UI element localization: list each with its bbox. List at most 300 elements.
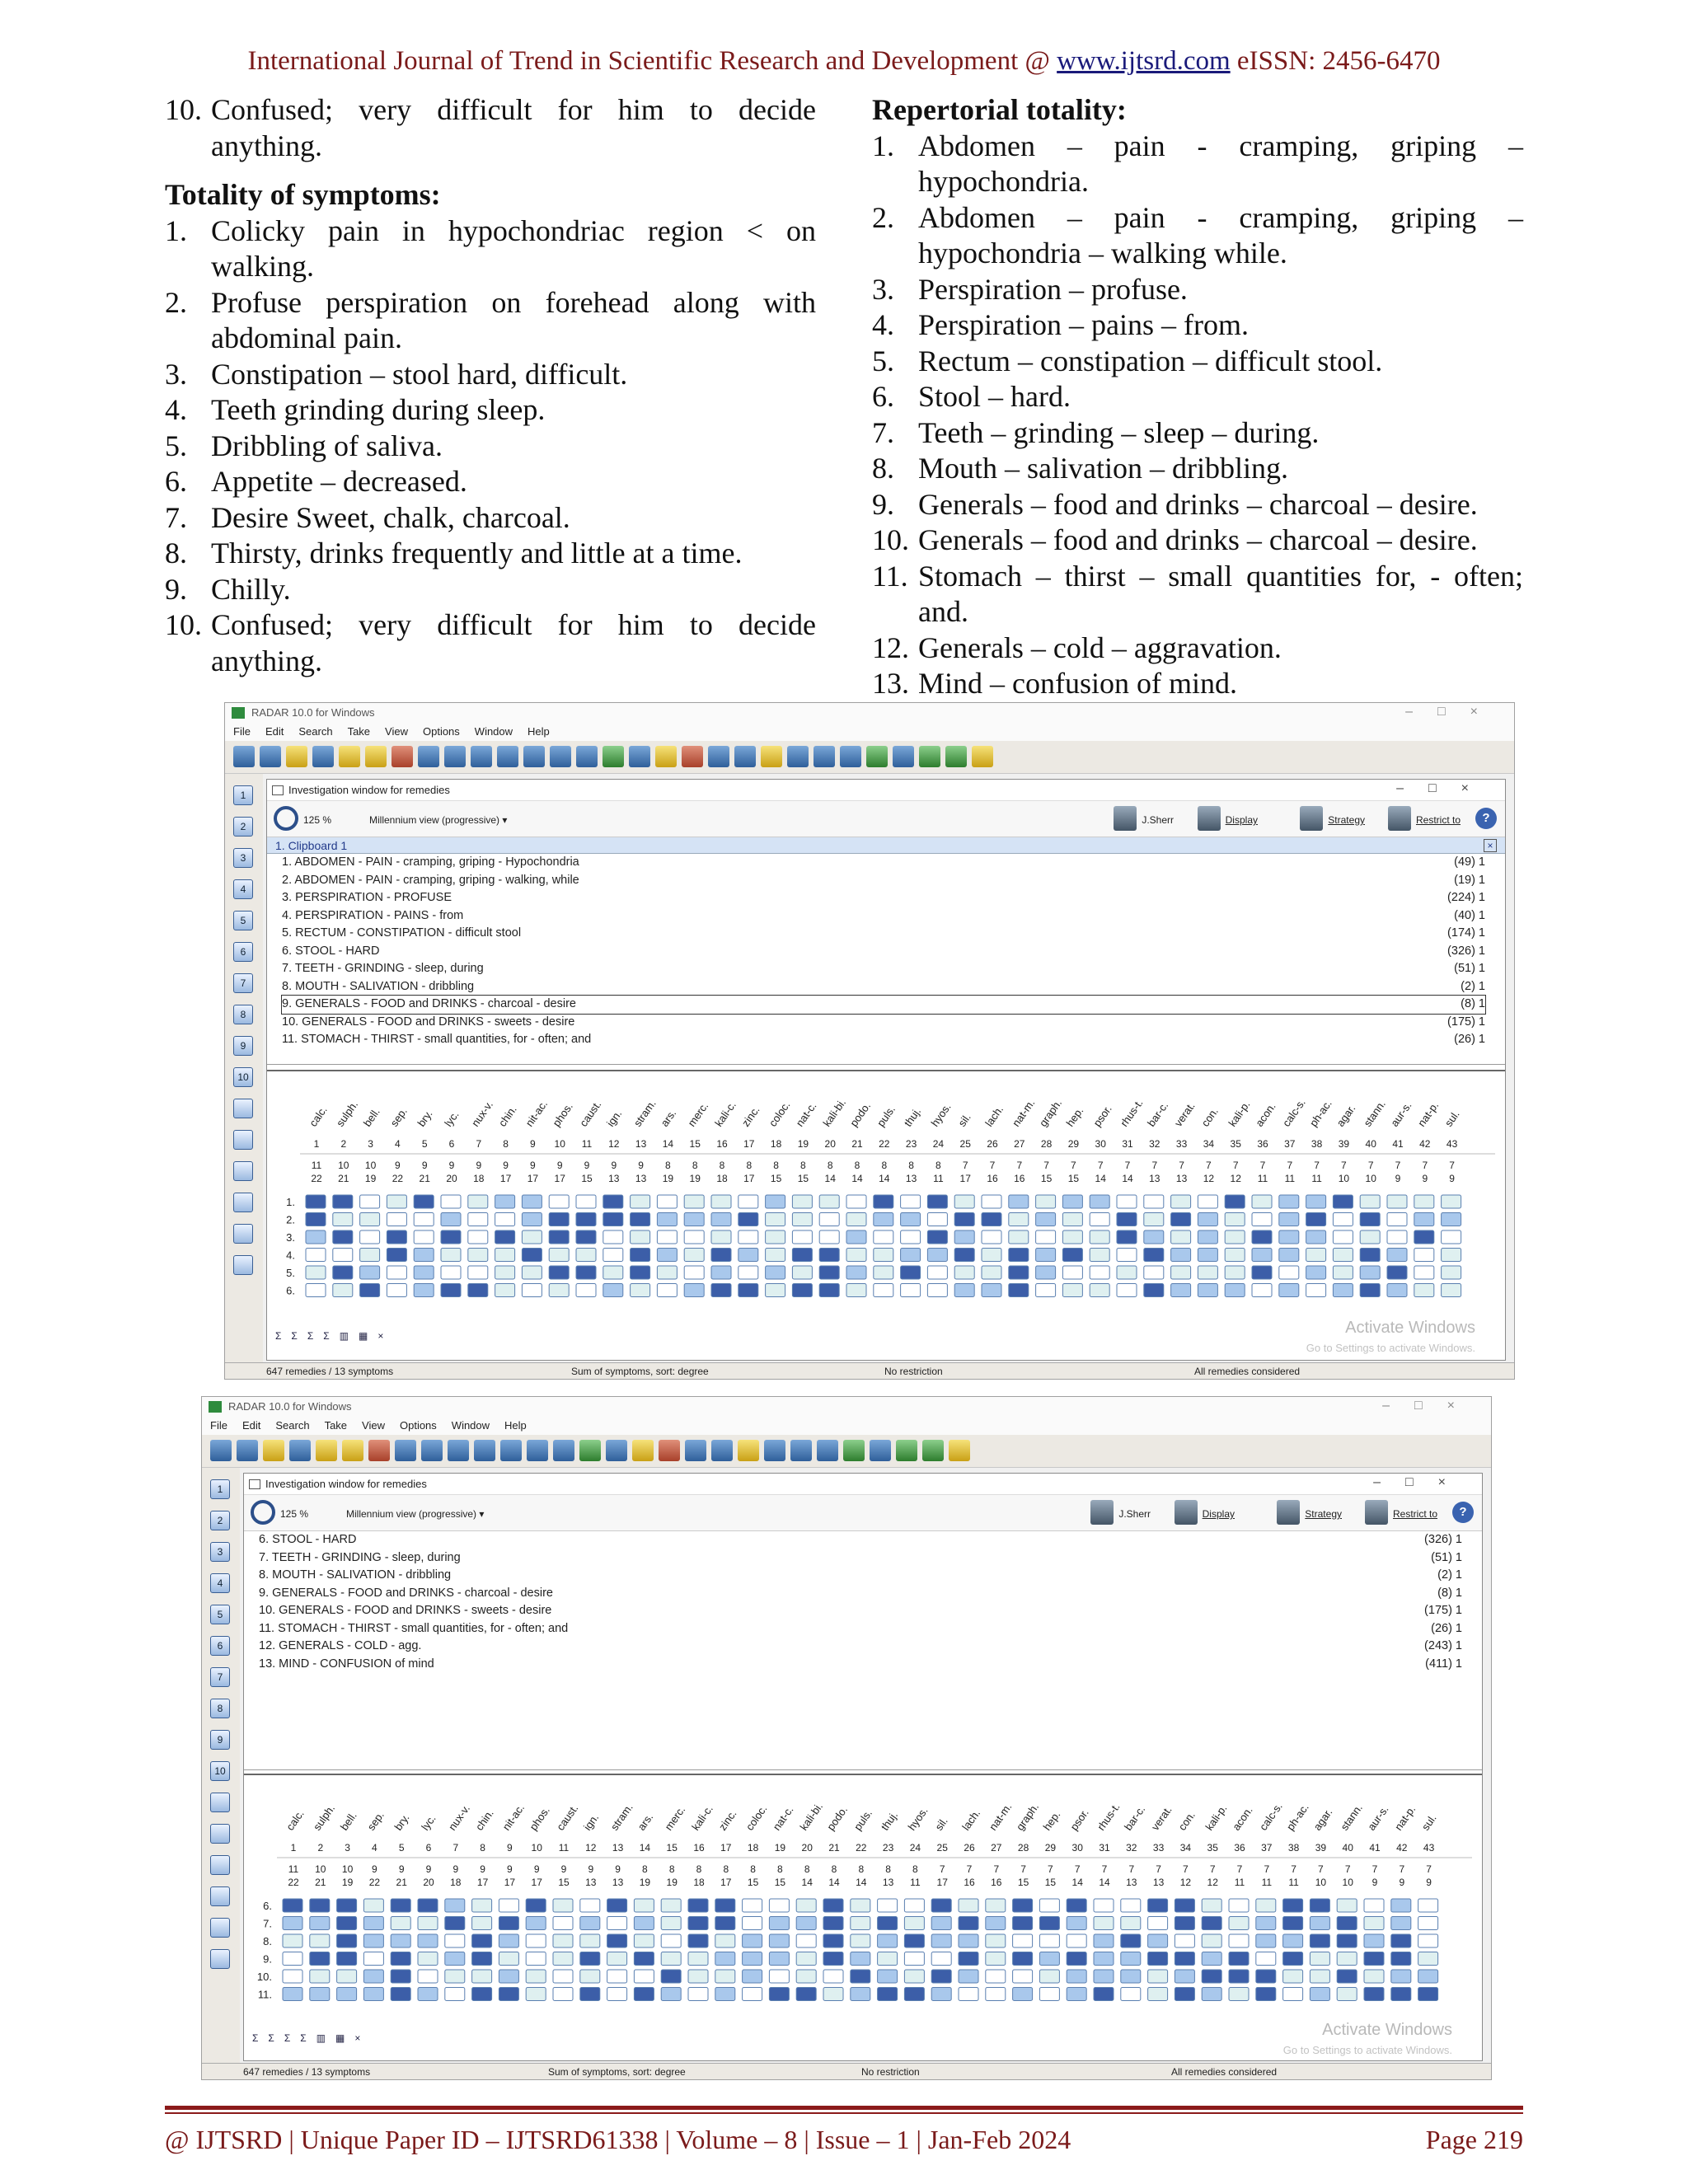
rubric-row[interactable] <box>259 1531 1462 1549</box>
toolbar-tool-icon[interactable] <box>632 1440 654 1461</box>
rubric-row[interactable] <box>282 1014 1485 1032</box>
rubric-label: 13. MIND - CONFUSION of mind <box>259 1657 434 1671</box>
grade-cell <box>769 1952 789 1966</box>
sum-icon[interactable]: Σ <box>307 1330 314 1342</box>
remedy-rank: 3 <box>368 1138 373 1150</box>
list-item <box>872 415 1523 452</box>
display-button[interactable]: Display <box>1225 814 1258 826</box>
remedy-degree-sum: 22 <box>368 1877 381 1888</box>
grade-cell <box>1062 1230 1082 1244</box>
strategy-button[interactable]: Strategy <box>1305 1508 1342 1520</box>
grade-cell <box>1333 1249 1353 1262</box>
toolbar-tool-icon[interactable] <box>418 746 439 767</box>
remedy-name: stann. <box>1338 1802 1365 1833</box>
grade-cell <box>819 1213 839 1226</box>
remedy-name: kali-bi. <box>797 1800 826 1833</box>
grade-cell <box>661 1952 681 1966</box>
toolbar-tool-icon[interactable] <box>553 1440 574 1461</box>
toolbar-tool-icon[interactable] <box>972 746 993 767</box>
remedy-name: nat-m. <box>986 1800 1015 1833</box>
rubric-row[interactable] <box>282 996 1485 1014</box>
sidebar-tool-icon[interactable] <box>210 1824 230 1844</box>
remedy-name: kali-c. <box>712 1099 738 1129</box>
rubric-remedy-count: (26) 1 <box>1431 1621 1462 1635</box>
grade-cell <box>1171 1249 1191 1262</box>
toolbar-tool-icon[interactable] <box>523 746 545 767</box>
remedy-rank: 39 <box>1338 1138 1350 1150</box>
toolbar-tool-icon[interactable] <box>790 1440 812 1461</box>
remedy-degree-sum: 14 <box>828 1877 840 1888</box>
toolbar-tool-icon[interactable] <box>576 746 598 767</box>
grade-cell <box>576 1230 596 1244</box>
sum-icon[interactable]: Σ <box>291 1330 298 1342</box>
menu-item-options[interactable]: Options <box>399 1419 437 1432</box>
sidebar-tool-icon[interactable] <box>210 1855 230 1875</box>
remedy-rank: 15 <box>689 1138 701 1150</box>
zoom-level[interactable]: 125 % <box>280 1508 309 1520</box>
toolbar-tool-icon[interactable] <box>734 746 756 767</box>
grade-cell <box>1144 1195 1164 1208</box>
remedy-name: puls. <box>851 1807 875 1833</box>
toolbar-tool-icon[interactable] <box>787 746 809 767</box>
status-sort: Sum of symptoms, sort: degree <box>571 1366 709 1377</box>
grade-cell <box>1387 1249 1407 1262</box>
grade-cell <box>499 1952 518 1966</box>
remedy-degree-sum: 14 <box>801 1877 813 1888</box>
menu-item-edit[interactable]: Edit <box>241 1419 261 1432</box>
menu-item-window[interactable]: Window <box>474 725 513 738</box>
grade-cell <box>1252 1213 1272 1226</box>
toolbar-tool-icon[interactable] <box>342 1440 363 1461</box>
grade-cell <box>1121 1952 1141 1966</box>
grade-cell <box>310 1952 330 1966</box>
menu-item-window[interactable]: Window <box>451 1419 490 1432</box>
toolbar-tool-icon[interactable] <box>444 746 466 767</box>
sidebar-tool-icon[interactable] <box>210 1918 230 1938</box>
grade-cell <box>738 1195 758 1208</box>
item-number: 4. <box>165 393 187 426</box>
remedy-rank: 6 <box>425 1842 432 1854</box>
grade-cell <box>1391 1934 1411 1947</box>
toolbar-tool-icon[interactable] <box>919 746 940 767</box>
remedy-symptom-count: 8 <box>750 1863 756 1875</box>
toolbar-tool-icon[interactable] <box>761 746 782 767</box>
toolbar-tool-icon[interactable] <box>843 1440 865 1461</box>
grade-cell <box>1198 1230 1217 1244</box>
grade-cell <box>1094 1917 1114 1930</box>
remedy-symptom-count: 7 <box>962 1160 968 1171</box>
menu-item-take[interactable]: Take <box>324 1419 348 1432</box>
grade-cell <box>878 1988 898 2001</box>
grade-cell <box>445 1988 465 2001</box>
toolbar-tool-icon[interactable] <box>286 746 307 767</box>
grade-cell <box>1094 1899 1114 1912</box>
clipboard-6-icon[interactable]: 6 <box>233 942 253 962</box>
toolbar-tool-icon[interactable] <box>339 746 360 767</box>
grade-cell <box>1090 1213 1109 1226</box>
grade-cell <box>418 1934 438 1947</box>
rubric-row[interactable] <box>282 872 1485 890</box>
clipboard-8-icon[interactable]: 8 <box>210 1699 230 1718</box>
window-controls[interactable]: –□× <box>1382 1399 1479 1413</box>
clipboard-1-icon[interactable]: 1 <box>233 785 253 805</box>
remedy-name: psor. <box>1067 1807 1091 1833</box>
toolbar-tool-icon[interactable] <box>260 746 281 767</box>
toolbar-tool-icon[interactable] <box>471 746 492 767</box>
toolbar-tool-icon[interactable] <box>655 746 677 767</box>
remedy-rank: 21 <box>828 1842 840 1854</box>
item-text: Profuse perspiration on forehead along with abdominal pain. <box>211 285 816 354</box>
zoom-level[interactable]: 125 % <box>303 814 332 826</box>
item-text: Abdomen – pain - cramping, griping – hypochondria – walking while. <box>918 200 1523 269</box>
grade-cell <box>1414 1230 1434 1244</box>
grade-cell <box>1009 1213 1029 1226</box>
clipboard-9-icon[interactable]: 9 <box>210 1730 230 1750</box>
remedy-degree-sum: 17 <box>959 1173 971 1184</box>
rubric-row[interactable] <box>259 1549 1462 1568</box>
remedy-name: aur-s. <box>1365 1802 1391 1833</box>
sum-icon[interactable]: Σ <box>284 2032 291 2044</box>
grade-cell <box>445 1952 465 1966</box>
grade-cell <box>522 1230 542 1244</box>
toolbar-tool-icon[interactable] <box>392 746 413 767</box>
toolbar-tool-icon[interactable] <box>866 746 888 767</box>
rubric-remedy-count: (326) 1 <box>1424 1533 1462 1546</box>
sum-icon[interactable]: Σ <box>252 2032 259 2044</box>
toolbar-tool-icon[interactable] <box>263 1440 284 1461</box>
grade-cell <box>846 1230 866 1244</box>
strategy-button[interactable]: Strategy <box>1328 814 1365 826</box>
rubric-row[interactable] <box>282 854 1485 872</box>
sum-icon[interactable]: Σ <box>268 2032 274 2044</box>
toolbar-tool-icon[interactable] <box>682 746 703 767</box>
toolbar-tool-icon[interactable] <box>500 1440 522 1461</box>
rubric-row[interactable] <box>282 907 1485 926</box>
toolbar-tool-icon[interactable] <box>870 1440 891 1461</box>
clipboard-7-icon[interactable]: 7 <box>233 973 253 993</box>
remedy-degree-sum: 10 <box>1338 1173 1350 1184</box>
remedy-degree-sum: 11 <box>933 1173 944 1184</box>
rubric-row[interactable] <box>259 1585 1462 1603</box>
remedy-name: calc. <box>284 1807 307 1833</box>
remedy-grid <box>244 1774 1482 2021</box>
grade-cell <box>1202 1970 1221 1983</box>
remedy-grid-svg <box>267 1071 1495 1317</box>
remedy-rank: 14 <box>662 1138 674 1150</box>
remedy-rank: 13 <box>635 1138 647 1150</box>
toolbar-tool-icon[interactable] <box>312 746 334 767</box>
item-number: 10. <box>165 93 202 126</box>
grade-cell <box>499 1988 518 2001</box>
menu-item-options[interactable]: Options <box>422 725 460 738</box>
toolbar-tool-icon[interactable] <box>629 746 650 767</box>
remedy-name: chin. <box>495 1103 519 1129</box>
clipboard-9-icon[interactable]: 9 <box>233 1036 253 1056</box>
sidebar-tool-icon[interactable] <box>233 1224 253 1244</box>
grade-cell <box>1175 1952 1194 1966</box>
grade-cell <box>1364 1988 1384 2001</box>
rubric-row[interactable] <box>282 925 1485 943</box>
sum-icon[interactable]: Σ <box>300 2032 307 2044</box>
grade-cell <box>1171 1213 1191 1226</box>
list-item <box>165 357 816 393</box>
menu-item-help[interactable]: Help <box>504 1419 527 1432</box>
remedy-degree-sum: 11 <box>1257 1173 1268 1184</box>
toolbar-tool-icon[interactable] <box>840 746 861 767</box>
rubric-row[interactable] <box>259 1620 1462 1638</box>
toolbar-tool-icon[interactable] <box>550 746 571 767</box>
grade-cell <box>495 1266 515 1279</box>
clipboard-4-icon[interactable]: 4 <box>233 879 253 899</box>
user-button[interactable]: J.Sherr <box>1118 1508 1151 1520</box>
user-button[interactable]: J.Sherr <box>1142 814 1174 826</box>
toolbar-tool-icon[interactable] <box>289 1440 311 1461</box>
remedy-name: coloc. <box>766 1099 793 1129</box>
rubric-remedy-count: (51) 1 <box>1454 962 1485 975</box>
toolbar-tool-icon[interactable] <box>210 1440 232 1461</box>
menu-item-take[interactable]: Take <box>347 725 371 738</box>
toolbar-tool-icon[interactable] <box>395 1440 416 1461</box>
grade-cell <box>1442 1213 1461 1226</box>
view-mode-select[interactable]: Millennium view (progressive) ▾ <box>346 1508 485 1520</box>
toolbar-tool-icon[interactable] <box>949 1440 970 1461</box>
grade-cell <box>333 1230 353 1244</box>
remedy-symptom-count: 7 <box>1206 1160 1212 1171</box>
help-icon[interactable]: ? <box>1475 808 1497 829</box>
sidebar-tool-icon[interactable] <box>233 1161 253 1181</box>
grade-cell <box>360 1195 380 1208</box>
zoom-icon[interactable] <box>251 1500 275 1525</box>
clipboard-10-icon[interactable]: 10 <box>210 1761 230 1781</box>
rubric-row[interactable] <box>259 1602 1462 1620</box>
remedy-name: kali-p. <box>1226 1098 1253 1129</box>
remedy-rank: 22 <box>879 1138 890 1150</box>
toolbar-tool-icon[interactable] <box>893 746 914 767</box>
clipboard-6-icon[interactable]: 6 <box>210 1636 230 1656</box>
toolbar-tool-icon[interactable] <box>685 1440 706 1461</box>
clipboard-header[interactable] <box>267 837 1505 854</box>
remedy-symptom-count: 9 <box>588 1863 594 1875</box>
grade-cell <box>607 1988 627 2001</box>
close-icon[interactable]: × <box>377 1330 384 1342</box>
chart-icon[interactable]: ▥ <box>316 2032 326 2044</box>
rubric-remedy-count: (326) 1 <box>1447 944 1485 958</box>
toolbar-tool-icon[interactable] <box>579 1440 601 1461</box>
help-icon[interactable]: ? <box>1452 1502 1474 1523</box>
clipboard-10-icon[interactable]: 10 <box>233 1067 253 1087</box>
table-icon[interactable]: ▦ <box>335 2032 345 2044</box>
grade-cell <box>954 1249 974 1262</box>
sidebar-tool-icon[interactable] <box>210 1886 230 1906</box>
symptom-row-label: 7. <box>263 1917 272 1930</box>
sidebar-tool-icon[interactable] <box>210 1793 230 1812</box>
sidebar-tool-icon[interactable] <box>210 1949 230 1969</box>
grade-cell <box>441 1213 461 1226</box>
restrict-button[interactable]: Restrict to <box>1415 814 1461 826</box>
clipboard-7-icon[interactable]: 7 <box>210 1667 230 1687</box>
toolbar-tool-icon[interactable] <box>922 1440 944 1461</box>
toolbar-tool-icon[interactable] <box>603 746 624 767</box>
clipboard-8-icon[interactable]: 8 <box>233 1005 253 1024</box>
menu-item-search[interactable]: Search <box>298 725 333 738</box>
remedy-degree-sum: 22 <box>311 1173 322 1184</box>
remedy-symptom-count: 7 <box>1449 1160 1455 1171</box>
grade-cell <box>1117 1266 1137 1279</box>
remedy-rank: 3 <box>345 1842 350 1854</box>
toolbar-tool-icon[interactable] <box>421 1440 443 1461</box>
grade-cell <box>1387 1195 1407 1208</box>
remedy-degree-sum: 13 <box>1152 1877 1165 1888</box>
clipboard-1-icon[interactable]: 1 <box>210 1479 230 1499</box>
status-restriction: No restriction <box>861 2066 920 2078</box>
sidebar-tool-icon[interactable] <box>233 1193 253 1212</box>
grade-cell <box>306 1213 326 1226</box>
remedy-name: nit-ac. <box>499 1802 528 1833</box>
rubric-row[interactable] <box>259 1567 1462 1585</box>
toolbar-tool-icon[interactable] <box>368 1440 390 1461</box>
remedy-name: zinc. <box>738 1104 762 1129</box>
sum-icon[interactable]: Σ <box>275 1330 282 1342</box>
grade-cell <box>769 1970 789 1983</box>
grade-cell <box>337 1952 357 1966</box>
remedy-degree-sum: 18 <box>473 1173 485 1184</box>
menu-item-help[interactable]: Help <box>528 725 550 738</box>
clipboard-2-icon[interactable]: 2 <box>233 817 253 837</box>
clipboard-sidebar <box>202 1468 240 2079</box>
menu-item-edit[interactable]: Edit <box>265 725 284 738</box>
window-controls[interactable]: –□× <box>1405 705 1503 719</box>
toolbar-tool-icon[interactable] <box>606 1440 627 1461</box>
menu-item-view[interactable]: View <box>362 1419 385 1432</box>
grade-cell <box>391 1917 410 1930</box>
toolbar-tool-icon[interactable] <box>814 746 835 767</box>
window-controls[interactable]: –□× <box>1396 781 1493 795</box>
grade-cell <box>684 1213 704 1226</box>
chart-icon[interactable]: ▥ <box>339 1330 349 1342</box>
window-icon <box>249 1479 260 1489</box>
clipboard-5-icon[interactable]: 5 <box>210 1605 230 1624</box>
clipboard-3-icon[interactable]: 3 <box>233 848 253 868</box>
menu-item-search[interactable]: Search <box>275 1419 310 1432</box>
toolbar-tool-icon[interactable] <box>497 746 518 767</box>
item-text: Perspiration – pains – from. <box>918 308 1249 341</box>
clipboard-5-icon[interactable]: 5 <box>233 911 253 930</box>
remedy-rank: 30 <box>1071 1842 1083 1854</box>
grade-cell <box>306 1284 326 1297</box>
grade-cell <box>1148 1917 1168 1930</box>
sum-icon[interactable]: Σ <box>323 1330 330 1342</box>
clipboard-3-icon[interactable]: 3 <box>210 1542 230 1562</box>
zoom-icon[interactable] <box>274 806 298 831</box>
window-titlebar <box>225 703 1514 723</box>
grade-cell <box>1283 1970 1303 1983</box>
display-button[interactable]: Display <box>1202 1508 1235 1520</box>
rubric-row[interactable] <box>282 960 1485 978</box>
rubric-row[interactable] <box>282 889 1485 907</box>
grade-cell <box>1062 1284 1082 1297</box>
window-controls[interactable]: –□× <box>1373 1475 1470 1489</box>
grade-cell <box>931 1934 951 1947</box>
clipboard-2-icon[interactable]: 2 <box>210 1511 230 1530</box>
restrict-button[interactable]: Restrict to <box>1392 1508 1437 1520</box>
remedy-symptom-count: 7 <box>1183 1863 1189 1875</box>
remedy-name: bar-c. <box>1144 1099 1171 1129</box>
toolbar-tool-icon[interactable] <box>817 1440 838 1461</box>
grade-cell <box>1036 1266 1056 1279</box>
rubric-row[interactable] <box>259 1638 1462 1656</box>
remedy-degree-sum: 13 <box>635 1173 647 1184</box>
toolbar-tool-icon[interactable] <box>896 1440 917 1461</box>
toolbar-tool-icon[interactable] <box>738 1440 759 1461</box>
grade-cell <box>688 1934 708 1947</box>
clipboard-4-icon[interactable]: 4 <box>210 1573 230 1593</box>
toolbar-tool-icon[interactable] <box>448 1440 469 1461</box>
toolbar-tool-icon[interactable] <box>945 746 967 767</box>
remedy-rank: 35 <box>1207 1842 1218 1854</box>
grade-cell <box>445 1970 465 1983</box>
rubric-row[interactable] <box>282 978 1485 996</box>
remedy-symptom-count: 7 <box>1097 1160 1104 1171</box>
grade-cell <box>1333 1266 1353 1279</box>
item-text: Desire Sweet, chalk, charcoal. <box>211 500 570 534</box>
remedy-symptom-count: 7 <box>1209 1863 1216 1875</box>
toolbar-tool-icon[interactable] <box>708 746 729 767</box>
menu-item-view[interactable]: View <box>385 725 408 738</box>
table-icon[interactable]: ▦ <box>359 1330 368 1342</box>
grade-cell <box>603 1266 623 1279</box>
close-icon[interactable]: × <box>354 2032 361 2044</box>
grade-cell <box>1013 1988 1033 2001</box>
toolbar-tool-icon[interactable] <box>527 1440 548 1461</box>
toolbar-tool-icon[interactable] <box>659 1440 680 1461</box>
toolbar-tool-icon[interactable] <box>316 1440 337 1461</box>
grade-cell <box>1283 1917 1303 1930</box>
toolbar-tool-icon[interactable] <box>711 1440 733 1461</box>
remedy-grid <box>267 1070 1505 1317</box>
close-icon[interactable]: × <box>1484 839 1497 852</box>
grade-cell <box>418 1988 438 2001</box>
rubric-row[interactable] <box>259 1656 1462 1674</box>
toolbar-tool-icon[interactable] <box>237 1440 258 1461</box>
grade-cell <box>1090 1266 1109 1279</box>
grade-cell <box>1306 1213 1326 1226</box>
list-item <box>872 487 1523 523</box>
rubric-row[interactable] <box>282 943 1485 961</box>
toolbar-tool-icon[interactable] <box>233 746 255 767</box>
view-mode-select[interactable]: Millennium view (progressive) ▾ <box>369 814 508 826</box>
remedy-name: sil. <box>932 1815 950 1833</box>
item-text: Dribbling of saliva. <box>211 429 443 462</box>
grade-cell <box>1306 1266 1326 1279</box>
menu-item-file[interactable]: File <box>210 1419 227 1432</box>
toolbar-tool-icon[interactable] <box>764 1440 785 1461</box>
sidebar-tool-icon[interactable] <box>233 1255 253 1275</box>
toolbar-tool-icon[interactable] <box>474 1440 495 1461</box>
remedy-rank: 24 <box>909 1842 921 1854</box>
rubric-row[interactable] <box>282 1031 1485 1049</box>
sidebar-tool-icon[interactable] <box>233 1099 253 1118</box>
journal-url-link[interactable]: www.ijtsrd.com <box>1057 46 1231 76</box>
grade-cell <box>851 1917 870 1930</box>
toolbar-tool-icon[interactable] <box>365 746 387 767</box>
remedy-rank: 28 <box>1040 1138 1053 1150</box>
menu-item-file[interactable]: File <box>233 725 251 738</box>
remedy-rank: 27 <box>991 1842 1002 1854</box>
sidebar-tool-icon[interactable] <box>233 1130 253 1150</box>
grade-cell <box>1067 1970 1086 1983</box>
grade-cell <box>715 1917 735 1930</box>
remedy-symptom-count: 8 <box>827 1160 833 1171</box>
